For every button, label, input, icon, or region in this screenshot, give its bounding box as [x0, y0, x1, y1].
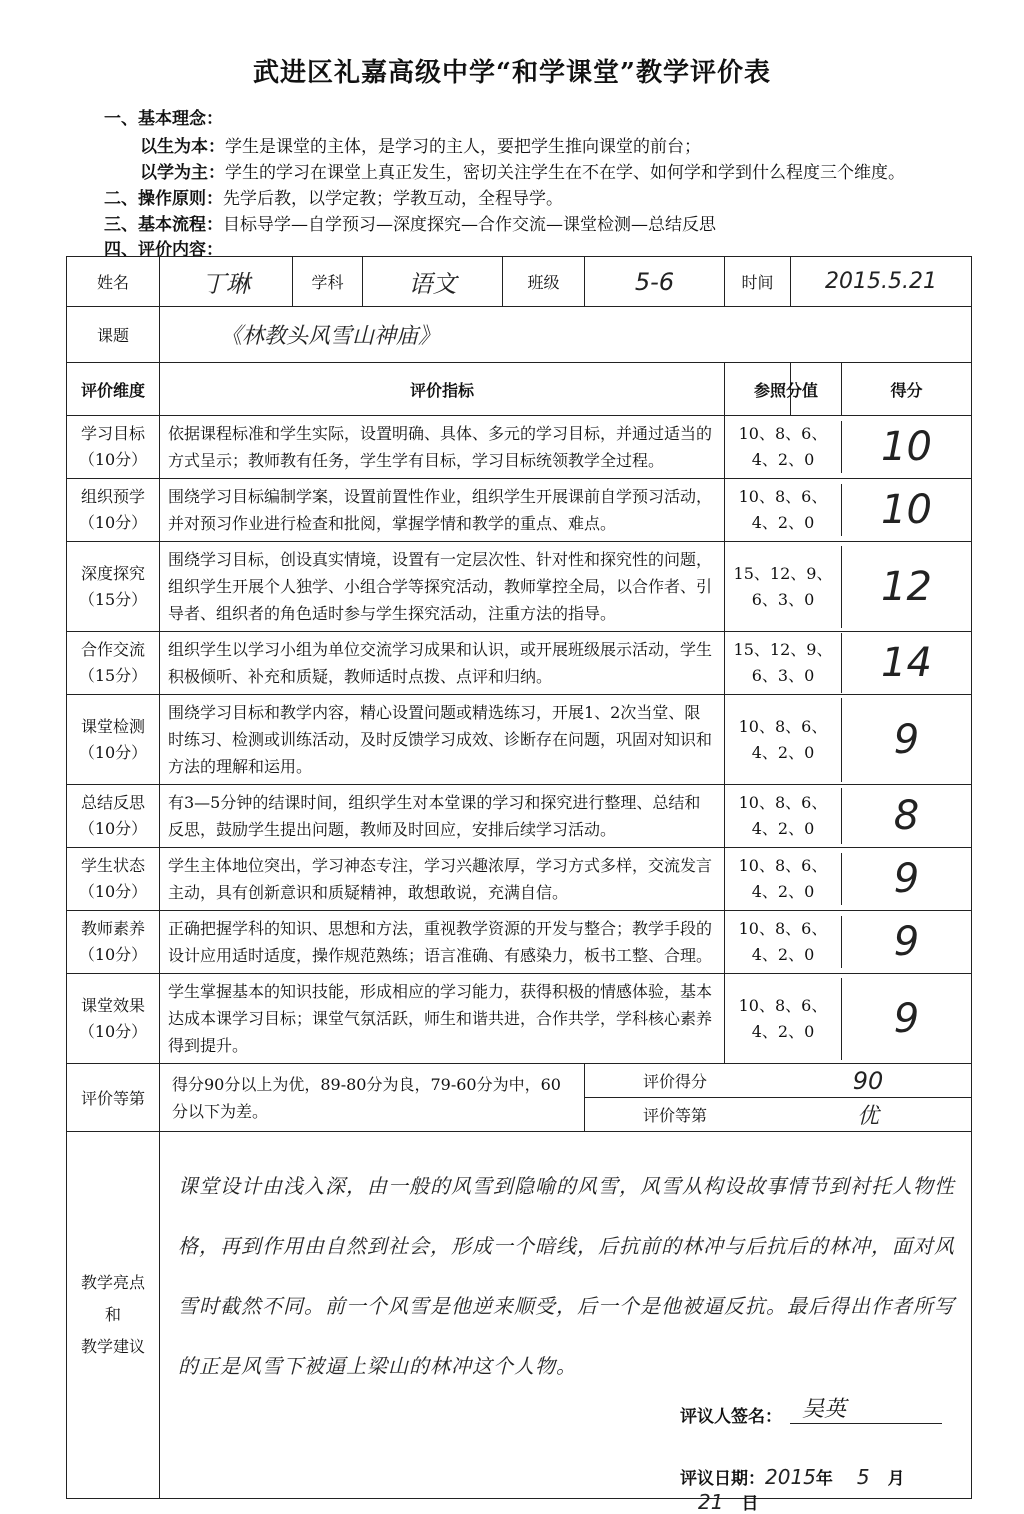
header-ref-score — [753, 363, 972, 416]
topic-label: 课题 — [67, 307, 160, 363]
class-label: 班级 — [503, 257, 585, 307]
reference-score: 15、12、9、 6、3、0 — [725, 546, 842, 628]
topic-row — [67, 307, 972, 363]
criteria-indicator: 组织学生以学习小组为单位交流学习成果和认识，或开展班级展示活动，学生积极倾听、补充和质疑，教师适时点拨、点评和归纳。 — [160, 632, 725, 695]
criteria-indicator: 依据课程标准和学生实际，设置明确、具体、多元的学习目标，并通过适当的方式呈示；教师教有任务，学生学有目标，学习目标统领教学全过程。 — [160, 416, 725, 479]
info-row — [67, 257, 972, 307]
comment-row — [67, 1132, 972, 1499]
comment-body — [160, 1132, 972, 1514]
criteria-indicator: 学生主体地位突出，学习神态专注，学习兴趣浓厚，学习方式多样，交流发言主动，具有创新意识和质疑精神，敢想敢说，充满自信。 — [160, 848, 725, 911]
criteria-row — [67, 848, 972, 911]
reference-score: 10、8、6、 4、2、0 — [725, 978, 842, 1060]
criteria-scoring — [725, 695, 972, 785]
criteria-scoring — [725, 479, 972, 542]
reference-score: 15、12、9、 6、3、0 — [725, 633, 842, 693]
evaluation-table — [66, 256, 972, 1514]
criteria-dimension: 学习目标 （10分） — [67, 416, 160, 479]
signature-value: 吴英 — [790, 1392, 942, 1424]
reference-score: 10、8、6、 4、2、0 — [725, 484, 842, 536]
grade-level-label: 评价等第 — [642, 1106, 707, 1125]
header-score-label: 得分 — [890, 380, 923, 400]
name-label: 姓名 — [67, 257, 160, 307]
time-value: 2015.5.21 — [791, 257, 972, 307]
criteria-dimension: 总结反思 （10分） — [67, 785, 160, 848]
awarded-score: 9 — [893, 919, 920, 965]
reference-score: 10、8、6、 4、2、0 — [725, 916, 842, 968]
section-2: 二、操作原则：先学后教，以学定教；学教互动，全程导学。 — [104, 189, 563, 209]
criteria-scoring — [725, 632, 972, 695]
criteria-row — [67, 785, 972, 848]
criteria-row — [67, 911, 972, 974]
comment-text: 课堂设计由浅入深，由一般的风雪到隐喻的风雪，风雪从构设故事情节到衬托人物性格，再到作用由自然到社会，形成一个暗线，后抗前的林冲与后抗后的林冲，面对风雪时截然不同。前一个风雪是他逆来顺受，后一个是他被逼反抗。最后得出作者所写的正是风雪下被逼上梁山的林冲这个人物。 — [178, 1174, 955, 1378]
criteria-indicator: 学生掌握基本的知识技能，形成相应的学习能力，获得积极的情感体验，基本达成本课学习目标；课堂气氛活跃，师生和谐共进，合作共学，学科核心素养得到提升。 — [160, 974, 725, 1064]
reference-score: 10、8、6、 4、2、0 — [725, 853, 842, 905]
criteria-row — [67, 416, 972, 479]
criteria-dimension: 深度探究 （15分） — [67, 542, 160, 632]
section-4-label: 四、评价内容： — [104, 240, 223, 260]
criteria-indicator: 有3—5分钟的结课时间，组织学生对本堂课的学习和探究进行整理、总结和反思，鼓励学生提出问题，教师及时回应，安排后续学习活动。 — [160, 785, 725, 848]
criteria-scoring — [725, 416, 972, 479]
grade-results — [585, 1064, 972, 1132]
name-value: 丁琳 — [160, 257, 293, 307]
criteria-scoring — [725, 542, 972, 632]
criteria-scoring — [725, 785, 972, 848]
reference-score: 10、8、6、 4、2、0 — [725, 698, 842, 782]
reference-score: 10、8、6、 4、2、0 — [725, 421, 842, 473]
header-dimension: 评价维度 — [67, 363, 160, 416]
criteria-scoring — [725, 974, 972, 1064]
criteria-dimension: 课堂检测 （10分） — [67, 695, 160, 785]
criteria-dimension: 教师素养 （10分） — [67, 911, 160, 974]
criteria-scoring — [725, 848, 972, 911]
awarded-score: 12 — [881, 563, 932, 610]
grade-label: 评价等第 — [67, 1064, 160, 1132]
subject-label: 学科 — [293, 257, 363, 307]
criteria-scoring — [725, 911, 972, 974]
awarded-score: 14 — [881, 640, 932, 686]
criteria-row — [67, 695, 972, 785]
comment-label: 教学亮点 和 教学建议 — [67, 1132, 160, 1499]
grade-level-value: 优 — [856, 1104, 879, 1129]
criteria-indicator: 围绕学习目标和教学内容，精心设置问题或精选练习，开展1、2次当堂、限时练习、检测或训练活动，及时反馈学习成效、诊断存在问题，巩固对知识和方法的理解和运用。 — [160, 695, 725, 785]
criteria-dimension: 课堂效果 （10分） — [67, 974, 160, 1064]
awarded-score: 10 — [881, 424, 932, 470]
criteria-row — [67, 974, 972, 1064]
awarded-score: 9 — [893, 995, 920, 1042]
grade-score-label: 评价得分 — [642, 1072, 707, 1091]
grade-row — [67, 1064, 972, 1132]
signature-label: 评议人签名： — [680, 1407, 782, 1427]
header-row — [67, 363, 972, 416]
page-title: 武进区礼嘉高级中学“和学课堂”教学评价表 — [253, 58, 771, 88]
awarded-score: 10 — [881, 487, 932, 533]
topic-value: 《林教头风雪山神庙》 — [160, 307, 972, 363]
criteria-indicator: 围绕学习目标，创设真实情境，设置有一定层次性、针对性和探究性的问题，组织学生开展个人独学、小组合学等探究活动，教师掌控全局，以合作者、引导者、组织者的角色适时参与学生探究活动，注重方法的指导。 — [160, 542, 725, 632]
header-indicator: 评价指标 — [160, 363, 725, 416]
grade-score-value: 90 — [852, 1066, 884, 1095]
reference-score: 10、8、6、 4、2、0 — [725, 788, 842, 844]
time-label: 时间 — [725, 257, 791, 307]
class-value: 5-6 — [585, 257, 725, 307]
criteria-dimension: 合作交流 （15分） — [67, 632, 160, 695]
grade-criteria: 得分90分以上为优，89-80分为良，79-60分为中，60分以下为差。 — [160, 1064, 585, 1132]
section-1-label: 一、基本理念： — [104, 109, 223, 129]
awarded-score: 9 — [893, 716, 920, 763]
criteria-indicator: 围绕学习目标编制学案，设置前置性作业，组织学生开展课前自学预习活动，并对预习作业进行检查和批阅，掌握学情和教学的重点、难点。 — [160, 479, 725, 542]
criteria-row — [67, 632, 972, 695]
criteria-row — [67, 479, 972, 542]
principle-learning-centered: 以学为主：学生的学习在课堂上真正发生，密切关注学生在不在学、如何学和学到什么程度三个维度。 — [140, 163, 905, 183]
review-date: 评议日期：2015年 5 月 21 日 — [680, 1465, 905, 1514]
criteria-indicator: 正确把握学科的知识、思想和方法，重视教学资源的开发与整合；教学手段的设计应用适时适度，操作规范熟练；语言准确、有感染力，板书工整、合理。 — [160, 911, 725, 974]
awarded-score: 9 — [893, 856, 920, 902]
subject-value: 语文 — [363, 257, 503, 307]
header-ref-label: 参照分值 — [731, 363, 842, 415]
section-3: 三、基本流程：目标导学—自学预习—深度探究—合作交流—课堂检测—总结反思 — [104, 215, 716, 235]
criteria-dimension: 学生状态 （10分） — [67, 848, 160, 911]
awarded-score: 8 — [893, 793, 920, 839]
criteria-dimension: 组织预学 （10分） — [67, 479, 160, 542]
principle-student-centered: 以生为本：学生是课堂的主体，是学习的主人，要把学生推向课堂的前台； — [140, 137, 701, 157]
criteria-row — [67, 542, 972, 632]
